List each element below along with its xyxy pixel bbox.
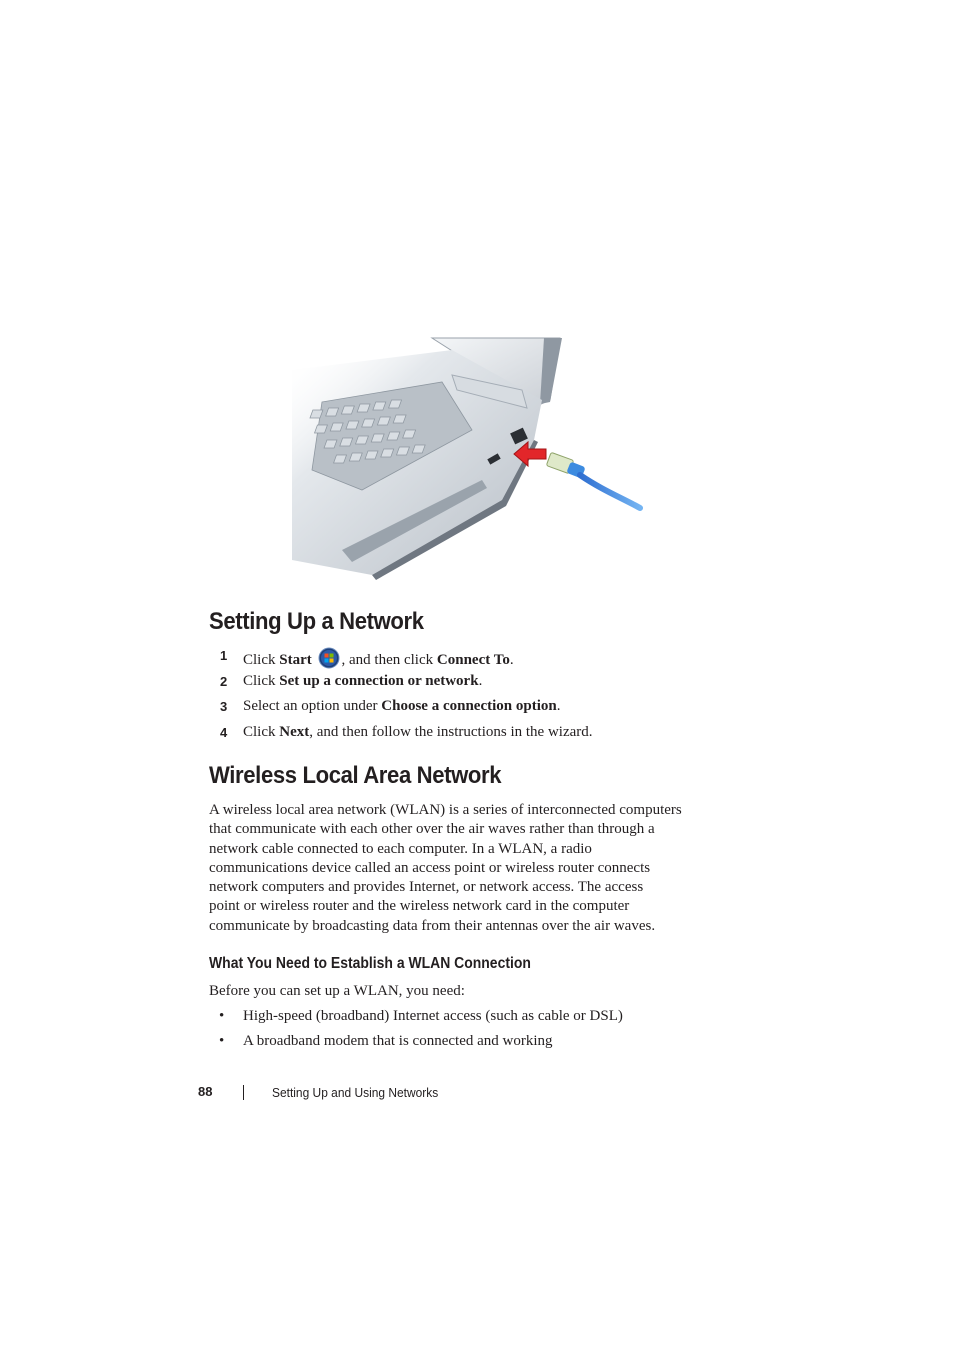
page-number: 88 [198,1084,213,1099]
network-cable [580,475,640,508]
step-number: 2 [220,674,228,689]
step-number: 1 [220,648,228,663]
laptop-network-cable-illustration [282,330,644,582]
page-footer [0,1084,954,1104]
bullet-icon: • [219,1008,225,1024]
step-text: Select an option under Choose a connection option. [243,698,561,714]
footer-divider [243,1085,244,1100]
section-heading-wireless-lan: Wireless Local Area Network [209,762,502,789]
connect-to-label: Connect To [436,652,510,668]
step-text: Click Set up a connection or network. [243,673,483,689]
section-heading-setting-up-network: Setting Up a Network [209,608,424,635]
windows-start-orb-icon [318,647,340,669]
step-text: Click Start , and then click Connect To. [243,647,514,669]
step-number: 4 [220,725,228,740]
requirements-intro: Before you can set up a WLAN, you need: [209,983,465,999]
start-label: Start [279,652,312,668]
bullet-icon: • [219,1033,225,1049]
wlan-description-paragraph: A wireless local area network (WLAN) is a series of interconnected computers that communicate with each other over the air waves rather than through a network cable connected to each computer. In a WLAN, a radio communications device called an access point or wireless router connects network computers and provides Internet, or network access. The access point or wireless router and the wireless network card in the computer communicate by broadcasting data from their antennas over the air waves. [209,802,682,934]
step-number: 3 [220,699,228,714]
subsection-heading-wlan-requirements: What You Need to Establish a WLAN Connection [209,955,531,972]
step-text: Click Next, and then follow the instructions in the wizard. [243,724,593,740]
chapter-title: Setting Up and Using Networks [272,1085,439,1100]
